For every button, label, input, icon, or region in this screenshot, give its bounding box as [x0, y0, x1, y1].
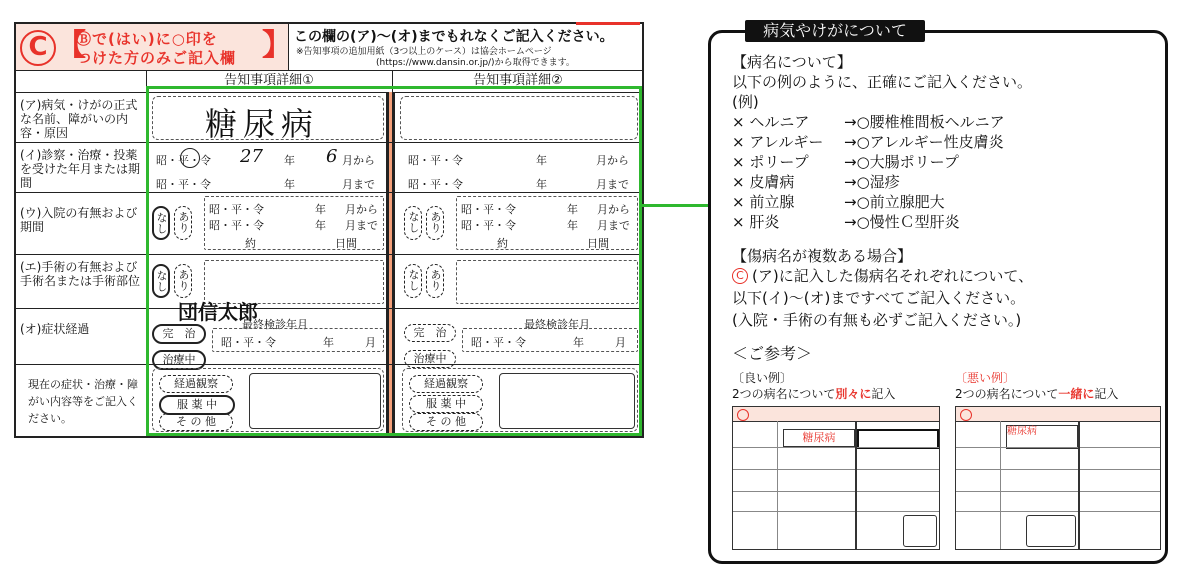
status-chiryou-1[interactable]: 治療中: [152, 350, 206, 370]
label-treatment-period: (イ)診察・治療・投薬を受けた年月または期間: [20, 148, 141, 190]
to-label: 月まで: [342, 178, 375, 191]
mini-note-box: [1026, 515, 1076, 547]
example-label: (例): [732, 93, 759, 111]
ari-label: あり: [177, 211, 190, 233]
example-good: →○湿疹: [844, 173, 900, 191]
header-title: この欄の(ア)〜(オ)までもれなくご記入ください。: [294, 29, 614, 45]
mini-note-box: [903, 515, 937, 547]
to-label: 月まで: [597, 219, 630, 232]
month: 月: [615, 336, 626, 349]
panel-title: 病気やけがについて: [745, 20, 925, 42]
mini-row: [733, 491, 939, 492]
mini-col: [1078, 421, 1080, 549]
from-label: 月から: [342, 154, 375, 167]
highlight-connector: [642, 204, 708, 207]
era: 昭・平・令: [209, 203, 264, 216]
mini-disease-name: 糖尿病: [1006, 425, 1078, 449]
from-label: 月から: [597, 203, 630, 216]
from-label: 月から: [596, 154, 629, 167]
form-header: [16, 24, 642, 71]
mini-row: [956, 469, 1160, 470]
option-fukuyaku-1[interactable]: 服 薬 中: [159, 395, 235, 415]
final-visit-label: 最終検診年月: [242, 318, 308, 331]
mini-col: [777, 421, 778, 549]
mini-disease-name: 糖尿病: [783, 429, 855, 447]
header-left-line2: つけた方のみご記入欄: [76, 49, 237, 67]
example-bad: × アレルギー: [732, 133, 824, 151]
approx: 約: [497, 237, 508, 250]
status-kanchi-1[interactable]: 完 治: [152, 324, 206, 344]
era-to-1: 昭・平・令: [156, 178, 211, 191]
multiple-line3: (入院・手術の有無も必ずご記入ください。): [732, 311, 1022, 329]
label-hospitalization: (ウ)入院の有無および期間: [20, 206, 138, 234]
header-left-line1: Ⓑで(はい)に○印を: [76, 30, 218, 48]
year-unit: 年: [573, 336, 584, 349]
ari-label: あり: [429, 269, 442, 291]
to-label: 月まで: [345, 219, 378, 232]
bad-caption-a: 2つの病名について: [955, 387, 1059, 401]
example-bad: × ヘルニア: [732, 113, 810, 131]
example-good: →○腰椎椎間板ヘルニア: [844, 113, 1005, 131]
filled-year: 27: [240, 146, 263, 167]
label-progress: (オ)症状経過: [20, 322, 90, 336]
year-unit: 年: [567, 203, 578, 216]
days: 日間: [587, 237, 609, 250]
option-sonota-2[interactable]: そ の 他: [409, 413, 483, 431]
example-good: →○大腸ポリープ: [844, 153, 959, 171]
section-disease-name-head: 【病名について】: [732, 53, 852, 71]
option-fukuyaku-2[interactable]: 服 薬 中: [409, 395, 483, 413]
nashi-label: なし: [155, 270, 168, 292]
label-surgery: (エ)手術の有無および手術名または手術部位: [20, 260, 141, 288]
mini-col: [1000, 421, 1001, 549]
bad-example-head: 〔悪い例〕: [955, 371, 1016, 385]
mini-row: [733, 469, 939, 470]
status-kanchi-2[interactable]: 完 治: [404, 324, 456, 342]
mini-header: [733, 407, 939, 422]
example-good: →○アレルギー性皮膚炎: [844, 133, 1004, 151]
option-keika-2[interactable]: 経過観察: [409, 375, 483, 393]
good-example-thumbnail: [732, 406, 940, 550]
example-bad: × 前立腺: [732, 193, 795, 211]
label-current-status: 現在の症状・治療・障がい内容等をご記入ください。: [28, 378, 138, 425]
year-unit: 年: [284, 178, 295, 191]
bracket-right-icon: 】: [262, 28, 292, 63]
mini-disease-name-2: [857, 429, 939, 449]
year-unit: 年: [536, 178, 547, 191]
header-url: (https://www.dansin.or.jp/)から取得できます。: [376, 58, 575, 68]
bracket-left-icon: 【: [56, 28, 86, 63]
red-accent-line: [576, 22, 640, 25]
year-unit: 年: [567, 219, 578, 232]
filled-month: 6: [326, 146, 338, 167]
era-from-2: 昭・平・令: [408, 154, 463, 167]
example-good: →○前立腺肥大: [844, 193, 945, 211]
circle-c-icon: [960, 409, 972, 421]
nashi-label: なし: [155, 212, 168, 234]
ari-label: あり: [429, 211, 442, 233]
ari-label: あり: [177, 269, 190, 291]
year-unit: 年: [536, 154, 547, 167]
mini-row: [733, 447, 939, 448]
written-disease-name: 糖尿病: [205, 105, 320, 143]
status-chiryou-2[interactable]: 治療中: [404, 350, 456, 368]
example-good: →○慢性Ｃ型肝炎: [844, 213, 960, 231]
mini-row: [956, 491, 1160, 492]
bad-caption-b: 一緒に: [1058, 387, 1095, 401]
mini-row: [956, 447, 1160, 448]
year-unit: 年: [323, 336, 334, 349]
era: 昭・平・令: [209, 219, 264, 232]
column-header-blank: [16, 70, 147, 93]
era-to-2: 昭・平・令: [408, 178, 463, 191]
era-from-1: 昭・平・令: [156, 154, 211, 167]
mini-header: [956, 407, 1160, 422]
circle-c-icon: C: [732, 268, 748, 284]
highlight-frame: [146, 86, 642, 436]
option-sonota-1[interactable]: そ の 他: [159, 413, 233, 431]
example-bad: × ポリープ: [732, 153, 809, 171]
approx: 約: [245, 237, 256, 250]
good-example-head: 〔良い例〕: [732, 371, 793, 385]
nashi-label: なし: [407, 211, 420, 233]
good-caption-c: 記入: [871, 387, 896, 401]
column-header-1: 告知事項詳細①: [146, 70, 392, 93]
reference-head: ＜ご参考＞: [732, 344, 813, 363]
label-disease-name: (ア)病気・けがの正式な名前、障がいの内容・原因: [20, 98, 138, 140]
year-unit: 年: [315, 203, 326, 216]
era: 昭・平・令: [221, 336, 276, 349]
month: 月: [365, 336, 376, 349]
instruction-line: 以下の例のように、正確にご記入ください。: [732, 73, 1033, 91]
bad-example-caption: [955, 384, 1118, 404]
option-keika-1[interactable]: 経過観察: [159, 375, 233, 393]
era: 昭・平・令: [461, 219, 516, 232]
circle-c-icon: [737, 409, 749, 421]
good-caption-a: 2つの病名について: [732, 387, 836, 401]
era: 昭・平・令: [461, 203, 516, 216]
multiple-line1: (ア)に記入した傷病名それぞれについて、: [752, 267, 1034, 285]
year-unit: 年: [284, 154, 295, 167]
era: 昭・平・令: [471, 336, 526, 349]
circle-c-icon: C: [20, 30, 56, 66]
days: 日間: [335, 237, 357, 250]
bad-caption-c: 記入: [1094, 387, 1119, 401]
year-unit: 年: [315, 219, 326, 232]
mini-row: [956, 511, 1160, 512]
section-multiple-head: 【傷病名が複数ある場合】: [732, 247, 913, 265]
column-header-2: 告知事項詳細②: [392, 70, 643, 93]
final-visit-label: 最終検診年月: [524, 318, 590, 331]
example-bad: × 肝炎: [732, 213, 780, 231]
header-instruction: [16, 24, 292, 70]
nashi-label: なし: [407, 269, 420, 291]
example-bad: × 皮膚病: [732, 173, 795, 191]
good-example-caption: [732, 384, 895, 404]
mini-col: [855, 421, 857, 549]
from-label: 月から: [345, 203, 378, 216]
to-label: 月まで: [596, 178, 629, 191]
mini-row: [733, 511, 939, 512]
multiple-line2: 以下(イ)〜(オ)まですべてご記入ください。: [732, 289, 1026, 307]
signature: 団信太郎: [178, 300, 258, 324]
header-note: ※告知事項の追加用紙（3つ以上のケース）は協会ホームページ: [296, 47, 552, 57]
good-caption-b: 別々に: [835, 387, 872, 401]
bad-example-thumbnail: [955, 406, 1161, 550]
